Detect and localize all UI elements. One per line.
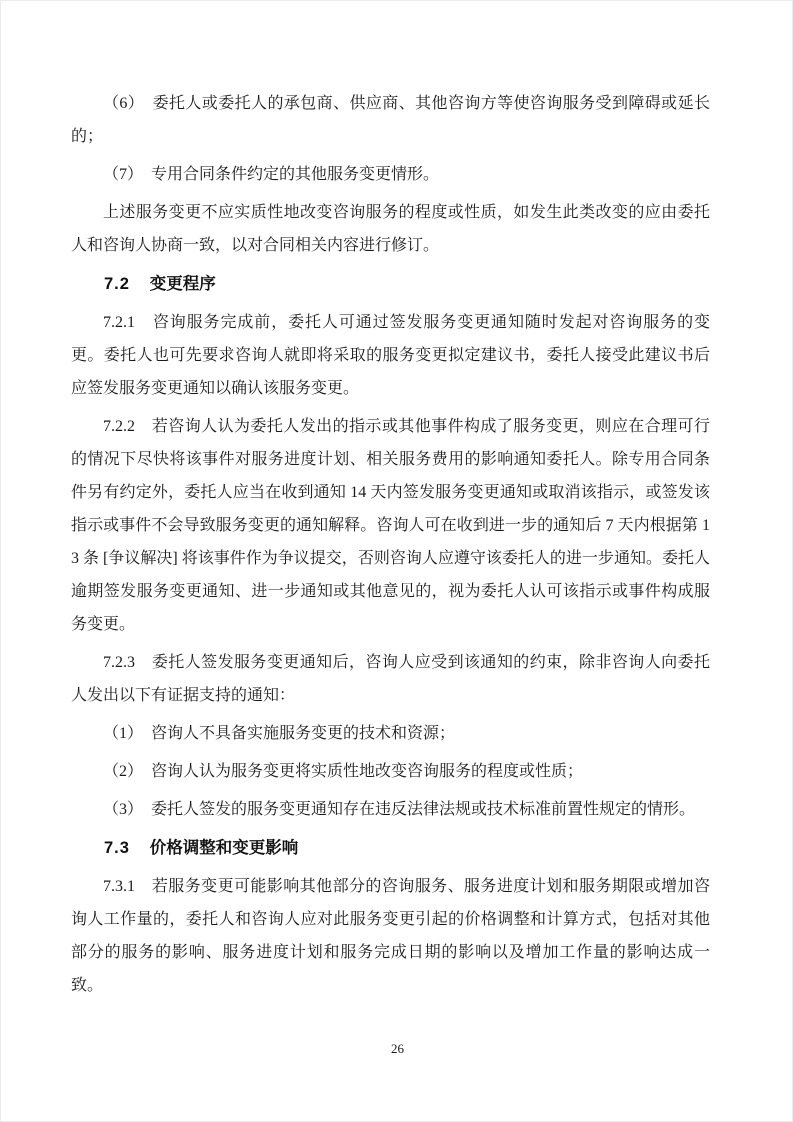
clause-item-6: （6） 委托人或委托人的承包商、供应商、其他咨询方等使咨询服务受到障碍或延长的； — [71, 95, 710, 145]
section-title: 价格调整和变更影响 — [149, 839, 299, 857]
clause-7-2-3: 7.2.3 委托人签发服务变更通知后，咨询人应受到该通知的约束，除非咨询人向委托人发出以下有证据支持的通知： — [71, 654, 710, 704]
section-number: 7.3 — [104, 839, 130, 857]
clause-7-2-2: 7.2.2 若咨询人认为委托人发出的指示或其他事件构成了服务变更，则应在合理可行的情况下尽快将该事件对服务进度计划、相关服务费用的影响通知委托人。除专用合同条件另有约定外，委托人应当在收到通知 14 天内签发服务变更通知或取消该指示，或签发该指示或事件不会导致服务变更的通知解释。咨询人可在收到进一步的通知后 7 天内根据第 13 条 [争议解决] 将该事件作为争议提交，否则咨询人应遵守该委托人的进一步通知。委托人逾期签发服务变更通知、进一步通知或其他意见的，视为委托人认可该指示或事件构成服务变更。 — [71, 418, 710, 633]
section-heading-7-3 — [71, 832, 710, 865]
clause-item-7: （7） 专用合同条件约定的其他服务变更情形。 — [103, 166, 440, 183]
clause-item-1: （1） 咨询人不具备实施服务变更的技术和资源； — [103, 725, 456, 742]
clause-item-2: （2） 咨询人认为服务变更将实质性地改变咨询服务的程度或性质； — [103, 763, 584, 780]
clause-7-3-1: 7.3.1 若服务变更可能影响其他部分的咨询服务、服务进度计划和服务期限或增加咨询人工作量的，委托人和咨询人应对此服务变更引起的价格调整和计算方式，包括对其他部分的服务的影响、服务进度计划和服务完成日期的影响以及增加工作量的影响达成一致。 — [71, 878, 710, 994]
paragraph-service-change-note: 上述服务变更不应实质性地改变咨询服务的程度或性质，如发生此类改变的应由委托人和咨询人协商一致，以对合同相关内容进行修订。 — [71, 204, 710, 254]
page-number: 26 — [391, 1041, 404, 1056]
clause-7-2-1: 7.2.1 咨询服务完成前，委托人可通过签发服务变更通知随时发起对咨询服务的变更。委托人也可先要求咨询人就即将采取的服务变更拟定建议书，委托人接受此建议书后应签发服务变更通知以确认该服务变更。 — [71, 314, 710, 397]
clause-item-3: （3） 委托人签发的服务变更通知存在违反法律法规或技术标准前置性规定的情形。 — [103, 801, 696, 818]
section-title: 变更程序 — [149, 275, 216, 293]
section-number: 7.2 — [104, 275, 130, 293]
section-heading-7-2 — [71, 268, 710, 301]
